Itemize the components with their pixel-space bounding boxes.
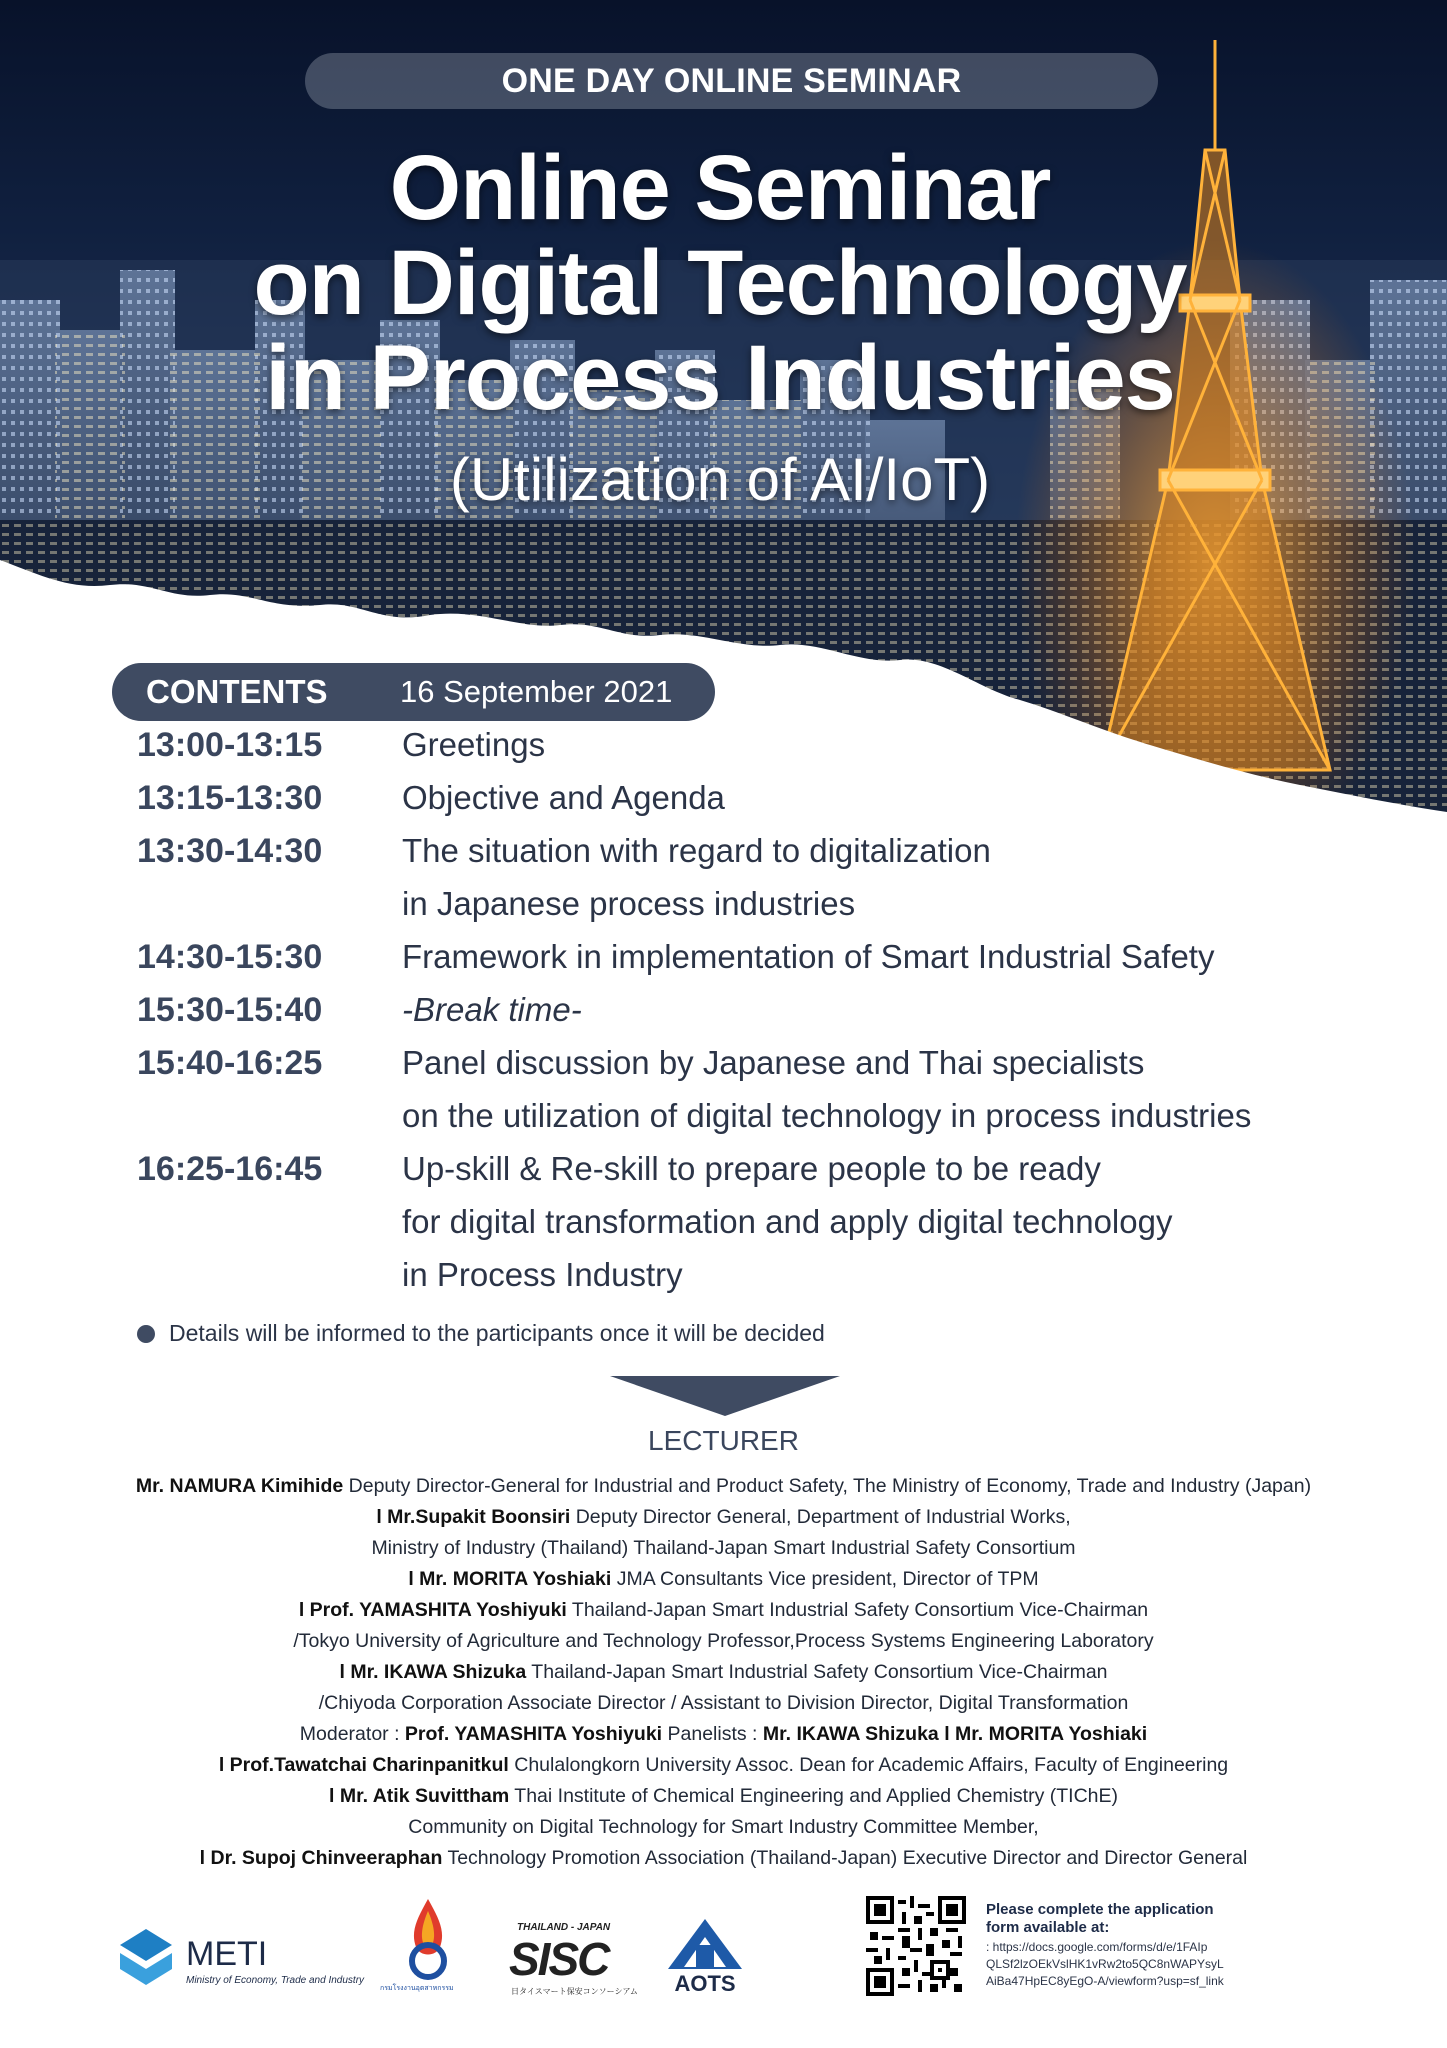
sisc-logo [505, 1922, 638, 1998]
lecturer-detail: Deputy Director General, Department of Industrial Works, [570, 1506, 1071, 1528]
agenda-desc: in Japanese process industries [402, 885, 856, 922]
agenda-time: 13:30-14:30 [137, 832, 323, 870]
agenda-desc: -Break time- [402, 991, 582, 1028]
title-line-3: in Process Industries [265, 327, 1175, 429]
lecturer-name: l Mr.Supakit Boonsiri [376, 1506, 571, 1528]
lecturer-line [0, 1630, 1447, 1653]
lecturer-heading: LECTURER [648, 1425, 799, 1456]
lecturer-name: l Prof.Tawatchai Charinpanitkul [218, 1754, 509, 1776]
seminar-date: 16 September 2021 [400, 674, 673, 709]
panelist-name: Mr. IKAWA Shizuka [762, 1723, 939, 1745]
lecturer-line [0, 1568, 1447, 1591]
lecturer-line [0, 1661, 1447, 1684]
apply-url[interactable]: QLSf2lzOEkVslHK1vRw2to5QC8nWAPYsyL [986, 1957, 1224, 1971]
agenda-row [0, 938, 1447, 988]
lecturer-line [0, 1754, 1447, 1777]
panelist-name: Mr. MORITA Yoshiaki [955, 1723, 1148, 1745]
lecturer-line [0, 1692, 1447, 1715]
aots-logo [660, 1915, 750, 2001]
qr-code-icon[interactable] [866, 1896, 966, 1996]
agenda-desc: The situation with regard to digitalization [402, 832, 991, 869]
meti-subtitle: Ministry of Economy, Trade and Industry [186, 1975, 365, 1986]
subtitle: (Utilization of AI/IoT) [449, 446, 991, 513]
lecturer-name: l Dr. Supoj Chinveeraphan [199, 1847, 443, 1869]
title-line-1: Online Seminar [389, 137, 1051, 239]
meti-name: METI [186, 1935, 268, 1973]
agenda-row [0, 1044, 1447, 1094]
contents-header-bar [112, 663, 715, 721]
agenda-row [0, 779, 1447, 829]
lecturer-detail: Thailand-Japan Smart Industrial Safety Consortium Vice-Chairman [526, 1661, 1108, 1683]
lecturer-name: l Prof. YAMASHITA Yoshiyuki [298, 1599, 567, 1621]
lecturer-detail: Deputy Director-General for Industrial and Product Safety, The Ministry of Economy, Trade and Industry (Japan) [343, 1475, 1312, 1497]
title-line-2: on Digital Technology [253, 232, 1187, 334]
agenda-row [0, 991, 1447, 1041]
lecturer-name: l Mr. Atik Suvittham [329, 1785, 510, 1807]
lecturer-detail: /Tokyo University of Agriculture and Technology Professor,Process Systems Engineering Laboratory [293, 1630, 1154, 1652]
agenda-desc: in Process Industry [402, 1256, 683, 1293]
lecturer-line [0, 1506, 1447, 1529]
lecturer-line [0, 1816, 1447, 1839]
bullet-dot-icon [137, 1325, 155, 1343]
meti-logo [112, 1925, 372, 1995]
agenda-row-continued [0, 1097, 1447, 1147]
lecturer-line [0, 1847, 1447, 1870]
agenda-row [0, 726, 1447, 776]
aots-mark-icon [660, 1915, 750, 1973]
details-note-text: Details will be informed to the participants once it will be decided [169, 1320, 825, 1346]
lecturer-line [0, 1785, 1447, 1808]
moderator-panelists-line [0, 1723, 1447, 1746]
contents-label: CONTENTS [146, 673, 328, 710]
panelist-separator: l [938, 1723, 956, 1745]
panelists-label: Panelists : [662, 1723, 763, 1745]
agenda-desc: Panel discussion by Japanese and Thai specialists [402, 1044, 1145, 1081]
down-arrow-icon [610, 1376, 840, 1416]
agenda-desc: Up-skill & Re-skill to prepare people to be ready [402, 1150, 1101, 1187]
sisc-subtitle: 日タイスマート保安コンソーシアム [511, 1987, 638, 1996]
diw-subtitle: กรมโรงงานอุตสาหกรรม [380, 1985, 454, 1992]
agenda-row-continued [0, 1203, 1447, 1253]
agenda-desc: Framework in implementation of Smart Industrial Safety [402, 938, 1215, 975]
apply-title: Please complete the application [986, 1901, 1214, 1918]
agenda-time: 16:25-16:45 [137, 1150, 323, 1188]
lecturer-detail: Chulalongkorn University Assoc. Dean for Academic Affairs, Faculty of Engineering [508, 1754, 1229, 1776]
agenda-time: 13:15-13:30 [137, 779, 323, 817]
sisc-name: SISC [509, 1933, 609, 1985]
agenda-row-continued [0, 885, 1447, 935]
apply-url[interactable]: : https://docs.google.com/forms/d/e/1FAIp [986, 1940, 1208, 1954]
agenda-time: 15:30-15:40 [137, 991, 323, 1029]
event-type-pill: ONE DAY ONLINE SEMINAR [305, 53, 1158, 109]
lecturer-detail: /Chiyoda Corporation Associate Director / Assistant to Division Director, Digital Transformation [318, 1692, 1129, 1714]
lecturer-line [0, 1537, 1447, 1560]
agenda-time: 14:30-15:30 [137, 938, 323, 976]
apply-url[interactable]: AiBa47HpEC8yEgO-A/viewform?usp=sf_link [986, 1974, 1224, 1988]
lecturer-detail: Thai Institute of Chemical Engineering and Applied Chemistry (TIChE) [509, 1785, 1118, 1807]
lecturer-line [0, 1599, 1447, 1622]
lecturer-detail: Technology Promotion Association (Thailand-Japan) Executive Director and Director General [442, 1847, 1248, 1869]
sisc-top: THAILAND - JAPAN [517, 1922, 611, 1933]
lecturer-name: l Mr. IKAWA Shizuka [339, 1661, 527, 1683]
apply-title: form available at: [986, 1919, 1110, 1936]
lecturer-name: Mr. NAMURA Kimihide [135, 1475, 344, 1497]
agenda-row [0, 832, 1447, 882]
diw-emblem-icon [388, 1895, 468, 1983]
agenda-desc: for digital transformation and apply digital technology [402, 1203, 1173, 1240]
agenda-row-continued [0, 1256, 1447, 1306]
lecturer-detail: JMA Consultants Vice president, Director of TPM [611, 1568, 1039, 1590]
diw-logo [380, 1895, 468, 1995]
aots-name: AOTS [674, 1971, 736, 1996]
lecturer-detail: Thailand-Japan Smart Industrial Safety Consortium Vice-Chairman [566, 1599, 1149, 1621]
agenda-desc: on the utilization of digital technology in process industries [402, 1097, 1252, 1134]
details-note [137, 1320, 825, 1347]
agenda-desc: Objective and Agenda [402, 779, 725, 816]
lecturer-line [0, 1475, 1447, 1498]
lecturer-detail: Community on Digital Technology for Smart Industry Committee Member, [408, 1816, 1039, 1838]
lecturer-detail: Ministry of Industry (Thailand) Thailand-Japan Smart Industrial Safety Consortium [371, 1537, 1076, 1559]
agenda-time: 15:40-16:25 [137, 1044, 323, 1082]
meti-mark-icon [112, 1925, 182, 1991]
agenda-desc: Greetings [402, 726, 546, 763]
moderator-name: Prof. YAMASHITA Yoshiyuki [404, 1723, 663, 1745]
agenda-time: 13:00-13:15 [137, 726, 323, 764]
lecturer-name: l Mr. MORITA Yoshiaki [408, 1568, 612, 1590]
moderator-label: Moderator : [299, 1723, 405, 1745]
agenda-row [0, 1150, 1447, 1200]
